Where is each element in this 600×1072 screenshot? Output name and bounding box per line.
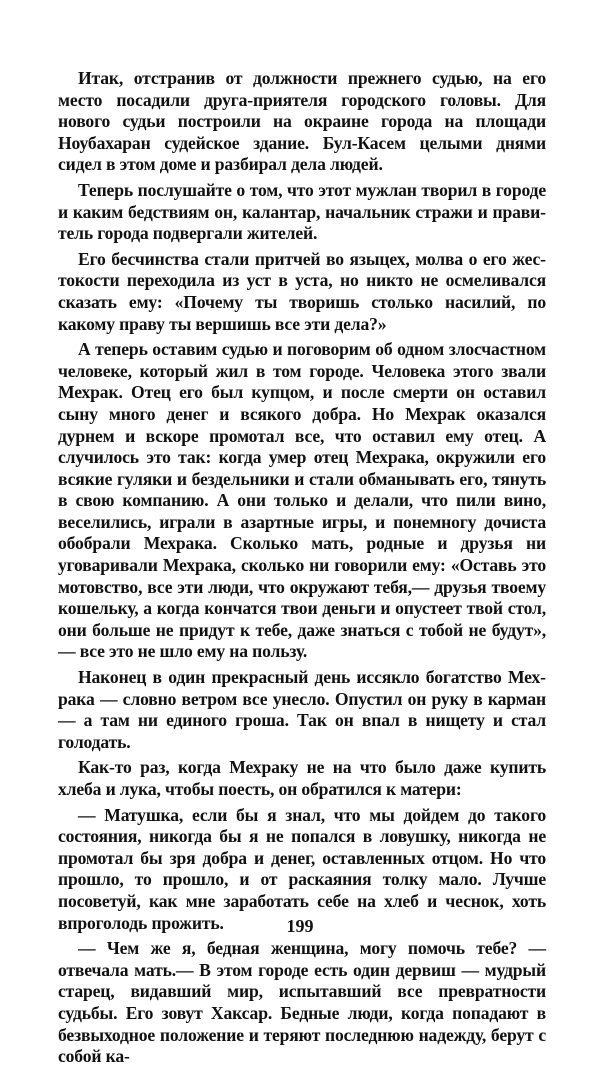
paragraph: Наконец в один прекрасный день иссякло богатство Мехрака — словно ветром все унесло. Опустил он руку в карман — а там ни единого гроша. Так он впал в нищету и стал голодать. [58,667,546,752]
paragraph: Теперь послушайте о том, что этот мужлан творил в городе и каким бедствиям он, калантар, начальник стражи и правитель города подвергали жителей. [58,179,546,244]
paragraph: — Чем же я, бедная женщина, могу помочь тебе? — отвечала мать.— В этом городе есть один дервиш — мудрый старец, видавший мир, испытавший все превратности судьбы. Его зовут Хаксар. Бедные люди, когда попадают в безвыходное положение и теряют последнюю надежду, берут с собой ка- [58,938,546,1067]
paragraph: Итак, отстранив от должности прежнего судью, на его место посадили друга-приятеля городского головы. Для нового судьи построили на окраине города на площади Ноубахаран судейское здание. Бул-Касем целыми днями сидел в этом доме и разбирал дела людей. [58,68,546,175]
paragraph: — Матушка, если бы я знал, что мы дойдем до такого состояния, никогда бы я не попался в ловушку, никогда не промотал бы зря добра и денег, оставленных отцом. Но что прошло, то прошло, и от раскаяния толку мало. Лучше посоветуй, как мне заработать себе на хлеб и чеснок, хоть впроголодь прожить. [58,804,546,933]
paragraph: А теперь оставим судью и поговорим об одном злосчастном человеке, который жил в том городе. Человека этого звали Мехрак. Отец его был купцом, и после смерти он оставил сыну много денег и всякого добра. Но Мехрак оказался дурнем и вскоре промотал все, что оставил ему отец. А случилось это так: когда умер отец Мехрака, окружили его всякие гуляки и бездельники и стали обманывать его, тянуть в свою компанию. А они только и делали, что пили вино, веселились, играли в азартные игры, и понемногу дочиста обобрали Мехрака. Сколько мать, родные и друзья ни уговаривали Мехрака, сколько ни говорили ему: «Оставь это мотовство, все эти люди, что окружают тебя,— друзья твоему кошельку, а когда кончатся твои деньги и опустеет твой стол, они больше не придут к тебе, даже знаться с тобой не будут»,— все это не шло ему на пользу. [58,339,546,662]
paragraph: Его бесчинства стали притчей во языцех, молва о его жестокости переходила из уст в уста, но никто не осмеливался сказать ему: «Почему ты творишь столько насилий, по какому праву ты вершишь все эти дела?» [58,248,546,334]
paragraph: Как-то раз, когда Мехраку не на что было даже купить хлеба и лука, чтобы поесть, он обратился к матери: [58,757,546,799]
page-number: 199 [286,916,314,936]
